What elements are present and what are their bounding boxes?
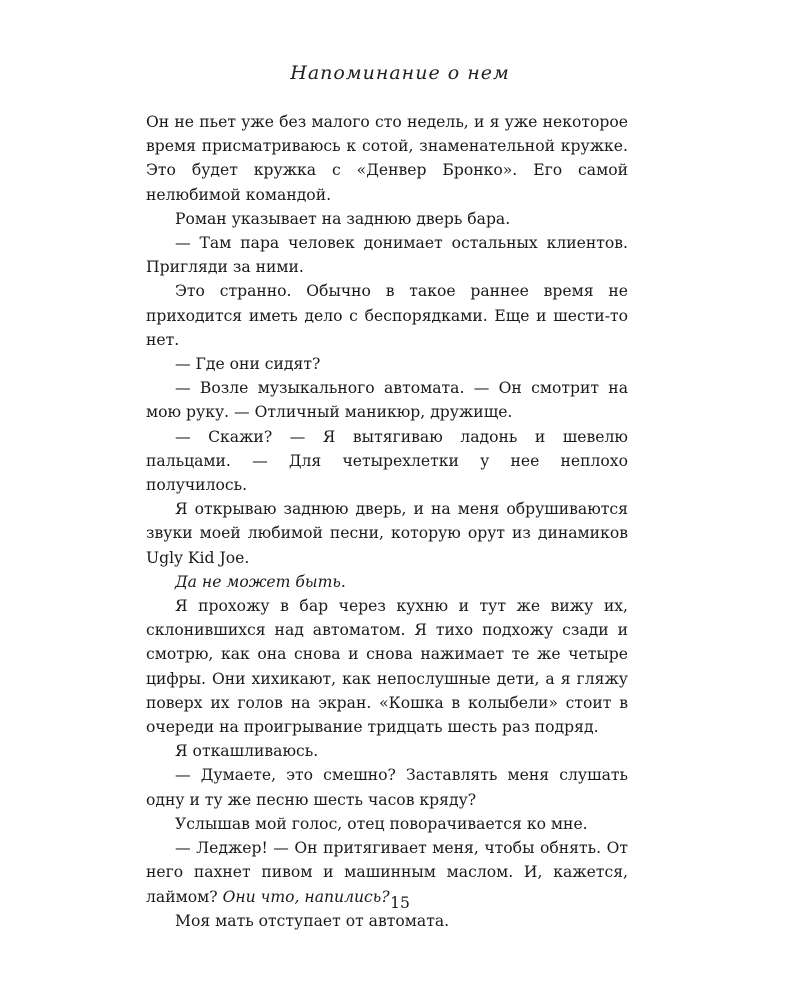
italic-phrase: Они что, напились? — [222, 887, 390, 906]
page-number: 15 — [390, 894, 410, 912]
paragraph: Я открываю заднюю дверь, и на меня обрушиваются звуки моей любимой песни, которую орут из динамиков Ugly Kid Joe. — [146, 500, 628, 567]
paragraph: — Скажи? — Я вытягиваю ладонь и шевелю пальцами. — Для четырехлетки у нее неплохо получилось. — [146, 427, 628, 495]
paragraph: Моя мать отступает от автомата. — [175, 911, 450, 930]
paragraph: — Где они сидят? — [175, 355, 321, 374]
paragraph: Роман указывает на заднюю дверь бара. — [175, 209, 511, 228]
body-text — [146, 110, 628, 933]
paragraph: — Там пара человек донимает остальных клиентов. Пригляди за ними. — [146, 234, 628, 277]
paragraph-italic: Да не может быть. — [175, 572, 346, 591]
paragraph: — Возле музыкального автомата. — Он смотрит на мою руку. — Отличный маникюр, дружище. — [146, 379, 628, 422]
paragraph: Это странно. Обычно в такое раннее время не приходится иметь дело с беспорядками. Еще и шести-то нет. — [146, 282, 628, 349]
paragraph: Я прохожу в бар через кухню и тут же вижу их, склонившихся над автоматом. Я тихо подхожу сзади и смотрю, как она снова и снова нажимает те же четыре цифры. Они хихикают, как непослушные дети, а я гляжу поверх их голов на экран. «Кошка в колыбели» стоит в очереди на проигрывание тридцать шесть раз подряд. — [146, 597, 628, 737]
running-head: Напоминание о нем — [290, 62, 510, 84]
paragraph: — Думаете, это смешно? Заставлять меня слушать одну и ту же песню шесть часов кряду? — [146, 766, 628, 809]
paragraph-text: — Леджер! — Он притягивает меня, чтобы обнять. От него пахнет пивом и машинным маслом. И, кажется, лаймом? — [146, 839, 628, 906]
paragraph: Я откашливаюсь. — [175, 742, 319, 761]
paragraph: Услышав мой голос, отец поворачивается ко мне. — [175, 814, 588, 833]
paragraph: Он не пьет уже без малого сто недель, и я уже некоторое время присматриваюсь к сотой, знаменательной кружке. Это будет кружка с «Денвер Бронко». Его самой нелюбимой командой. — [146, 113, 628, 204]
